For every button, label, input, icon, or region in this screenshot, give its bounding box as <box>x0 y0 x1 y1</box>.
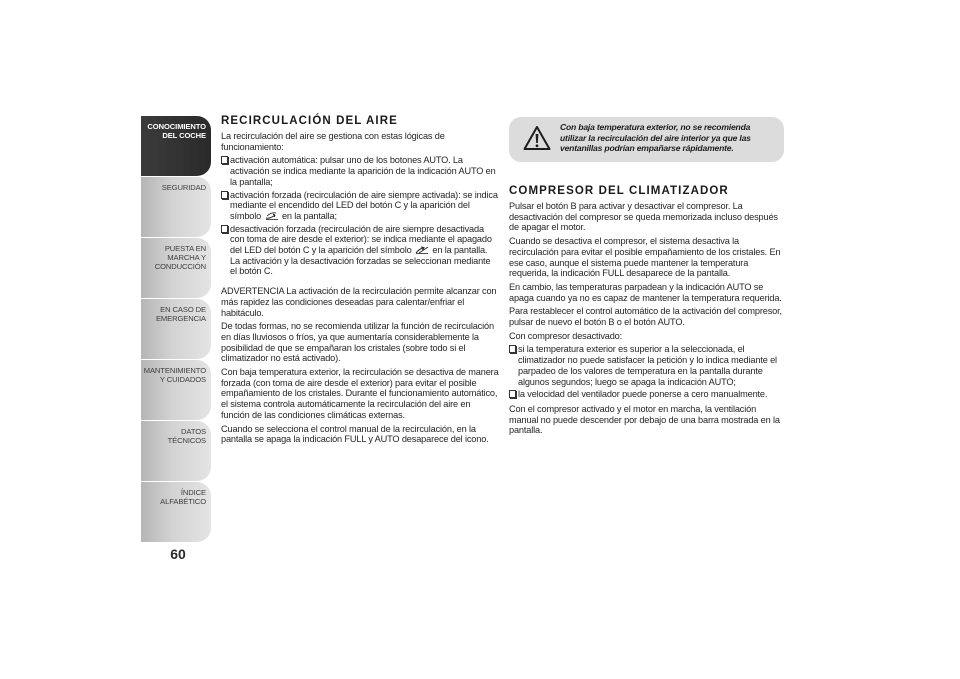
list-item-text: en la pantalla. La activación y la desactivación forzadas se seleccionan mediante el botón C. <box>230 245 491 277</box>
warning-text: Con baja temperatura exterior, no se recomienda utilizar la recirculación del aire interior ya que las ventanillas podrían empañarse rápidamente. <box>560 122 751 153</box>
paragraph: Con compresor desactivado: <box>509 330 623 341</box>
checkbox-bullet-icon <box>221 225 228 233</box>
paragraph: De todas formas, no se recomienda utilizar la función de recirculación en días lluviosos o fríos, ya que aumentaría considerablemente la posibilidad de que se empañaran los cristales (sobre todo si el climatizador no está activado). <box>221 321 494 364</box>
section-heading: RECIRCULACIÓN DEL AIRE <box>221 115 398 127</box>
warning-triangle-icon <box>523 125 551 151</box>
list-item <box>509 389 784 400</box>
page-number: 60 <box>170 546 186 562</box>
list-item <box>221 190 499 222</box>
tab-label: EN CASO DE EMERGENCIA <box>155 305 206 323</box>
list-item <box>221 155 499 187</box>
checkbox-bullet-icon <box>221 191 228 199</box>
tab-label: SEGURIDAD <box>161 183 206 192</box>
paragraph: En cambio, las temperaturas parpadean y la indicación AUTO se apaga cuando ya no es capaz de mantener la temperatura requerida. <box>509 281 782 303</box>
list-item-text: en la pantalla; <box>281 210 337 221</box>
list-item <box>221 224 499 278</box>
paragraph: Con baja temperatura exterior, la recirculación se desactiva de manera forzada (con toma de aire desde el exterior) para evitar el posible empañamiento de los cristales. Durante el funcionamiento automático, el sistema controla automáticamente la recirculación del aire en función de las condiciones climáticas externas. <box>221 367 499 420</box>
list-item-text: la velocidad del ventilador puede ponerse a cero manualmente. <box>518 389 768 400</box>
paragraph: Pulsar el botón B para activar y desactivar el compresor. La desactivación del compresor se queda memorizada incluso después de apagar el motor. <box>509 201 778 233</box>
recirculation-icon <box>265 212 279 220</box>
tab-label: MANTENIMIENTO Y CUIDADOS <box>143 366 206 384</box>
checkbox-bullet-icon <box>509 345 516 353</box>
tab-seguridad[interactable] <box>141 177 211 237</box>
list-item-text: activación automática: pulsar uno de los botones AUTO. La activación se indica mediante la aparición de la indicación AUTO en la pantalla; <box>230 155 496 187</box>
list-item-text: desactivación forzada (recirculación de aire siempre desactivada con toma de aire desde el exterior): se indica mediante el apagado del LED del botón C y la aparición del símbolo <box>230 223 492 256</box>
paragraph: Cuando se desactiva el compresor, el sistema desactiva la recirculación para evitar el posible empañamiento de los cristales. En ese caso, aunque el sistema puede mantener la temperatura requerida, la indicación FULL desaparece de la pantalla. <box>509 236 781 279</box>
tab-label: ÍNDICE ALFABÉTICO <box>160 488 206 506</box>
list-item <box>509 344 784 387</box>
section-heading: COMPRESOR DEL CLIMATIZADOR <box>509 185 729 197</box>
chapter-tabs <box>141 116 211 543</box>
tab-datos-tecnicos[interactable] <box>141 421 211 481</box>
intro-paragraph: La recirculación del aire se gestiona con estas lógicas de funcionamiento: <box>221 131 445 152</box>
tab-mantenimiento[interactable] <box>141 360 211 420</box>
list-item-text: si la temperatura exterior es superior a la seleccionada, el climatizador no puede satisfacer la petición y lo indica mediante el parpadeo de los valores de temperatura en la pantalla durante algunos segundos; luego se apaga la indicación AUTO; <box>518 344 777 387</box>
outside-air-icon <box>415 246 429 254</box>
tab-puesta-en-marcha[interactable] <box>141 238 211 298</box>
tab-label: DATOS TÉCNICOS <box>167 427 206 445</box>
list-item-text: activación forzada (recirculación de aire siempre activada): se indica mediante el encendido del LED del botón C y la aparición del símbolo <box>230 189 498 221</box>
tab-conocimiento-del-coche[interactable] <box>141 116 211 176</box>
tab-indice-alfabetico[interactable] <box>141 482 211 542</box>
tab-en-caso-de-emergencia[interactable] <box>141 299 211 359</box>
checkbox-bullet-icon <box>221 156 228 164</box>
warning-box <box>509 117 784 162</box>
advertencia-paragraph: ADVERTENCIA La activación de la recirculación permite alcanzar con más rapidez las condiciones deseadas para calentar/enfriar el habitáculo. <box>221 286 497 318</box>
paragraph: Con el compresor activado y el motor en marcha, la ventilación manual no puede descender por debajo de una barra mostrada en la pantalla. <box>509 403 780 436</box>
tab-label: CONOCIMIENTO DEL COCHE <box>147 122 206 140</box>
right-column <box>509 114 784 439</box>
left-column <box>221 114 499 448</box>
paragraph: Cuando se selecciona el control manual de la recirculación, en la pantalla se apaga la indicación FULL y AUTO desaparece del icono. <box>221 423 489 445</box>
paragraph: Para restablecer el control automático de la activación del compresor, pulsar de nuevo el botón B o el botón AUTO. <box>509 306 782 328</box>
checkbox-bullet-icon <box>509 390 516 398</box>
tab-label: PUESTA EN MARCHA Y CONDUCCIÓN <box>154 244 206 271</box>
